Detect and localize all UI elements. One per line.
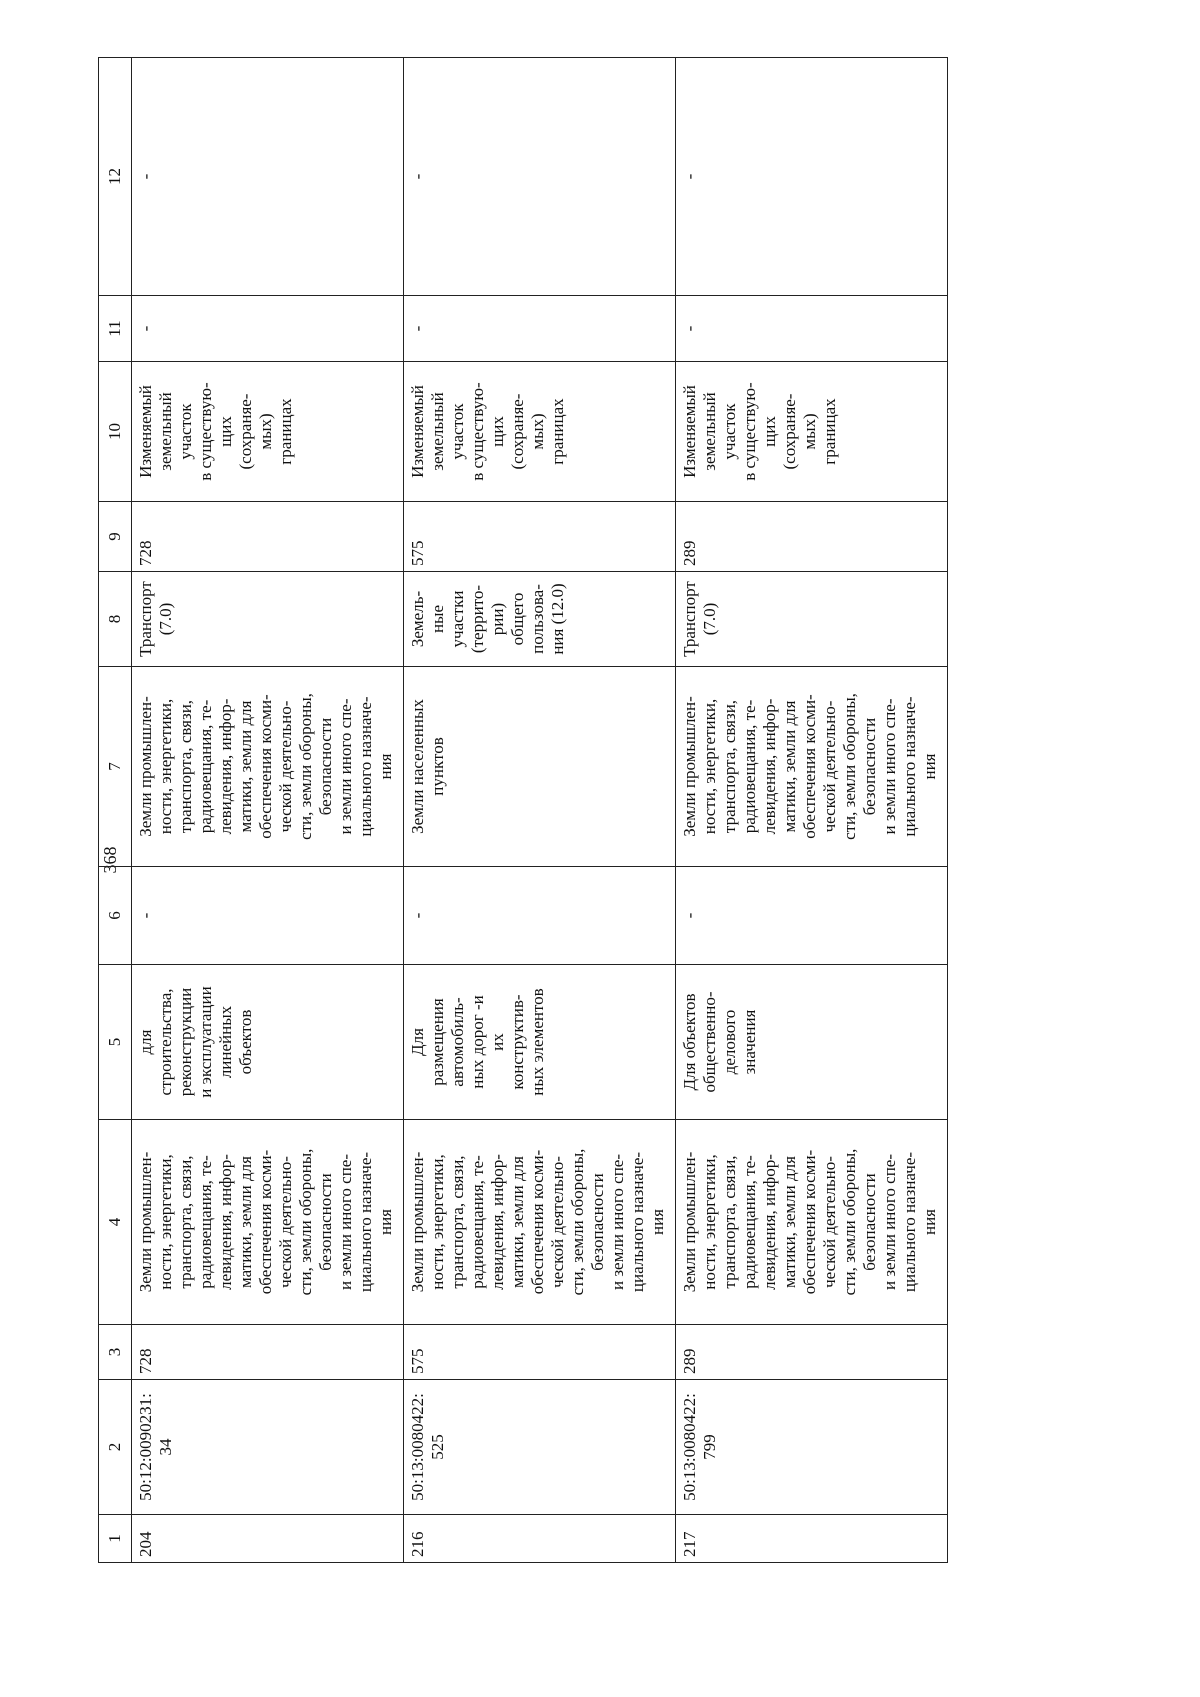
area-value: 575 <box>404 1325 676 1380</box>
land-category: Земли промышлен- ности, энергетики, транспорта, связи, радиовещания, те- левидения, инфор- матики, земли для обеспечения косми- ческой деятельно- сти, земли обороны, безопасности и земли иного спе- циального назначе- ния <box>132 1120 404 1325</box>
column-header-8: 8 <box>99 572 132 667</box>
cadastral-number: 50:13:0080422: 525 <box>404 1380 676 1515</box>
table-row <box>132 58 404 1563</box>
new-permitted-use: Земель- ные участки (террито- рии) общего пользова- ния (12.0) <box>404 572 676 667</box>
column-header-11: 11 <box>99 296 132 362</box>
new-land-category: Земли промышлен- ности, энергетики, транспорта, связи, радиовещания, те- левидения, инфор- матики, земли для обеспечения косми- ческой деятельно- сти, земли обороны, безопасности и земли иного спе- циального назначе- ния <box>132 667 404 867</box>
plot-status: Изменяемый земельный участок в существую- щих (сохраняе- мых) границах <box>132 362 404 502</box>
new-land-category: Земли промышлен- ности, энергетики, транспорта, связи, радиовещания, те- левидения, инфор- матики, земли для обеспечения косми- ческой деятельно- сти, земли обороны, безопасности и земли иного спе- циального назначе- ния <box>676 667 948 867</box>
plot-status: Изменяемый земельный участок в существую- щих (сохраняе- мых) границах <box>404 362 676 502</box>
column-12-value: - <box>132 58 404 296</box>
column-header-10: 10 <box>99 362 132 502</box>
column-header-3: 3 <box>99 1325 132 1380</box>
new-area-value: 289 <box>676 502 948 572</box>
table-container <box>98 58 948 1563</box>
column-6-value: - <box>676 867 948 965</box>
column-header-7: 7 <box>99 667 132 867</box>
cadastral-number: 50:13:0080422: 799 <box>676 1380 948 1515</box>
page-number: 368 <box>100 846 120 874</box>
new-permitted-use: Транспорт (7.0) <box>676 572 948 667</box>
permitted-use: Для размещения автомобиль- ных дорог -и их конструктив- ных элементов <box>404 965 676 1120</box>
column-6-value: - <box>404 867 676 965</box>
permitted-use: для строительства, реконструкции и эксплуатации линейных объектов <box>132 965 404 1120</box>
land-plots-table <box>98 57 948 1563</box>
column-11-value: - <box>132 296 404 362</box>
table-row <box>404 58 676 1563</box>
row-number: 204 <box>132 1515 404 1563</box>
column-12-value: - <box>404 58 676 296</box>
column-header-9: 9 <box>99 502 132 572</box>
land-category: Земли промышлен- ности, энергетики, транспорта, связи, радиовещания, те- левидения, инфор- матики, земли для обеспечения косми- ческой деятельно- сти, земли обороны, безопасности и земли иного спе- циального назначе- ния <box>676 1120 948 1325</box>
column-11-value: - <box>404 296 676 362</box>
column-header-4: 4 <box>99 1120 132 1325</box>
new-permitted-use: Транспорт (7.0) <box>132 572 404 667</box>
column-header-1: 1 <box>99 1515 132 1563</box>
column-header-12: 12 <box>99 58 132 296</box>
new-area-value: 575 <box>404 502 676 572</box>
column-header-2: 2 <box>99 1380 132 1515</box>
rotated-table-wrapper <box>98 58 948 1563</box>
column-header-6: 6 <box>99 867 132 965</box>
column-header-5: 5 <box>99 965 132 1120</box>
permitted-use: Для объектов общественно- делового значения <box>676 965 948 1120</box>
new-area-value: 728 <box>132 502 404 572</box>
column-12-value: - <box>676 58 948 296</box>
area-value: 289 <box>676 1325 948 1380</box>
table-row <box>676 58 948 1563</box>
plot-status: Изменяемый земельный участок в существую- щих (сохраняе- мых) границах <box>676 362 948 502</box>
column-6-value: - <box>132 867 404 965</box>
row-number: 216 <box>404 1515 676 1563</box>
column-11-value: - <box>676 296 948 362</box>
new-land-category: Земли населенных пунктов <box>404 667 676 867</box>
header-row <box>99 58 132 1563</box>
land-category: Земли промышлен- ности, энергетики, транспорта, связи, радиовещания, те- левидения, инфор- матики, земли для обеспечения косми- ческой деятельно- сти, земли обороны, безопасности и земли иного спе- циального назначе- ния <box>404 1120 676 1325</box>
area-value: 728 <box>132 1325 404 1380</box>
cadastral-number: 50:12:0090231: 34 <box>132 1380 404 1515</box>
row-number: 217 <box>676 1515 948 1563</box>
